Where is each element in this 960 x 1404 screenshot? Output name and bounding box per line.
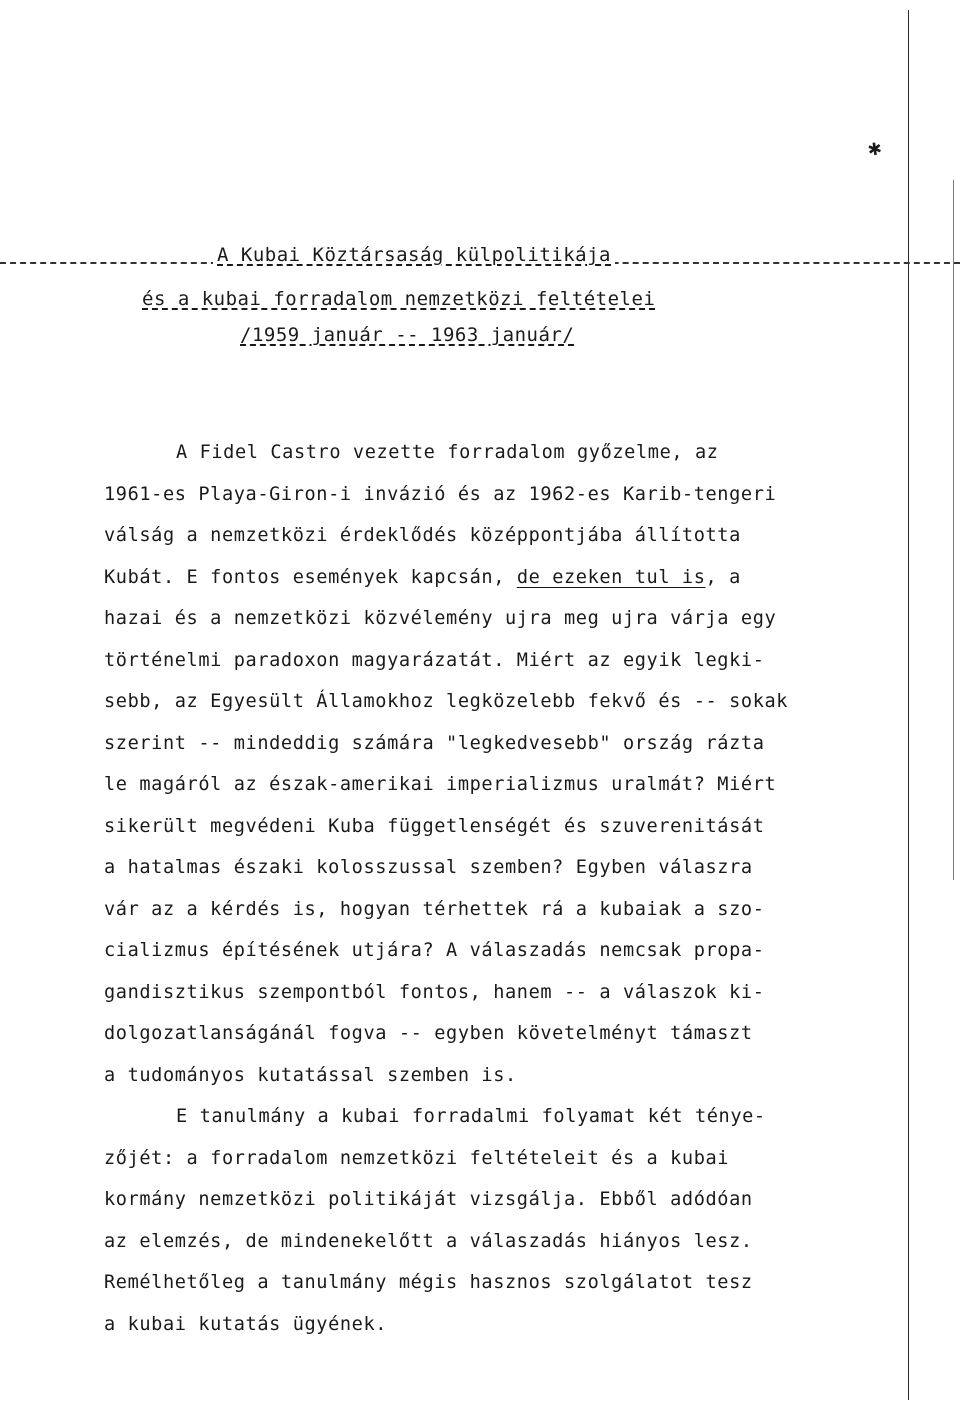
title-line-1: A Kubai Köztársaság külpolitikája bbox=[213, 244, 615, 266]
underlined-phrase: de ezeken tul is bbox=[516, 566, 706, 588]
margin-rule-outer bbox=[953, 180, 954, 880]
text-line: szerint -- mindeddig számára "legkedvesebb" ország rázta bbox=[104, 732, 765, 754]
margin-rule bbox=[908, 10, 909, 1400]
text-line: válság a nemzetközi érdeklődés középpontjába állította bbox=[104, 525, 741, 546]
text-line: A Fidel Castro vezette forradalom győzelme, az bbox=[176, 442, 719, 463]
text-line: le magáról az észak-amerikai imperializmus uralmát? Miért bbox=[104, 774, 777, 795]
text-line: a tudományos kutatással szemben is. bbox=[104, 1064, 517, 1086]
text-line: hazai és a nemzetközi közvélemény ujra meg ujra várja egy bbox=[104, 608, 777, 629]
body-text bbox=[104, 432, 824, 1345]
text-line: a kubai kutatás ügyének. bbox=[104, 1313, 388, 1335]
text-line: az elemzés, de mindenekelőtt a válaszadás hiányos lesz. bbox=[104, 1230, 753, 1252]
title-line-3: /1959 január -- 1963 január/ bbox=[236, 324, 578, 346]
text-line: 1961-es Playa-Giron-i invázió és az 1962-es Karib-tengeri bbox=[104, 483, 777, 505]
text-line bbox=[104, 557, 824, 599]
text-segment: Kubát. E fontos események kapcsán, bbox=[104, 566, 517, 588]
page-mark-icon: ✱ bbox=[866, 135, 883, 162]
text-line: vár az a kérdés is, hogyan térhettek rá a kubaiak a szo- bbox=[104, 898, 765, 920]
text-line: E tanulmány a kubai forradalmi folyamat két ténye- bbox=[176, 1106, 766, 1127]
text-line: gandisztikus szempontból fontos, hanem -- a válaszok ki- bbox=[104, 981, 765, 1003]
title-line-2: és a kubai forradalom nemzetközi feltételei bbox=[138, 288, 659, 310]
text-line: sebb, az Egyesült Államokhoz legközelebb fekvő és -- sokak bbox=[104, 691, 789, 712]
text-line: zőjét: a forradalom nemzetközi feltételeit és a kubai bbox=[104, 1147, 730, 1169]
paragraph-intro bbox=[104, 432, 824, 1096]
text-line: történelmi paradoxon magyarázatát. Miért az egyik legki- bbox=[104, 649, 765, 671]
text-line: sikerült megvédeni Kuba függetlenségét és szuverenitását bbox=[104, 815, 765, 837]
text-line: kormány nemzetközi politikáját vizsgálja. Ebből adódóan bbox=[104, 1189, 753, 1210]
text-line: cializmus építésének utjára? A válaszadás nemcsak propa- bbox=[104, 940, 765, 961]
text-segment: , a bbox=[705, 566, 741, 588]
text-line: dolgozatlanságánál fogva -- egyben követelményt támaszt bbox=[104, 1023, 753, 1044]
paragraph-study-scope bbox=[104, 1096, 824, 1345]
text-line: Remélhetőleg a tanulmány mégis hasznos szolgálatot tesz bbox=[104, 1272, 753, 1293]
text-line: a hatalmas északi kolosszussal szemben? Egyben válaszra bbox=[104, 857, 753, 878]
